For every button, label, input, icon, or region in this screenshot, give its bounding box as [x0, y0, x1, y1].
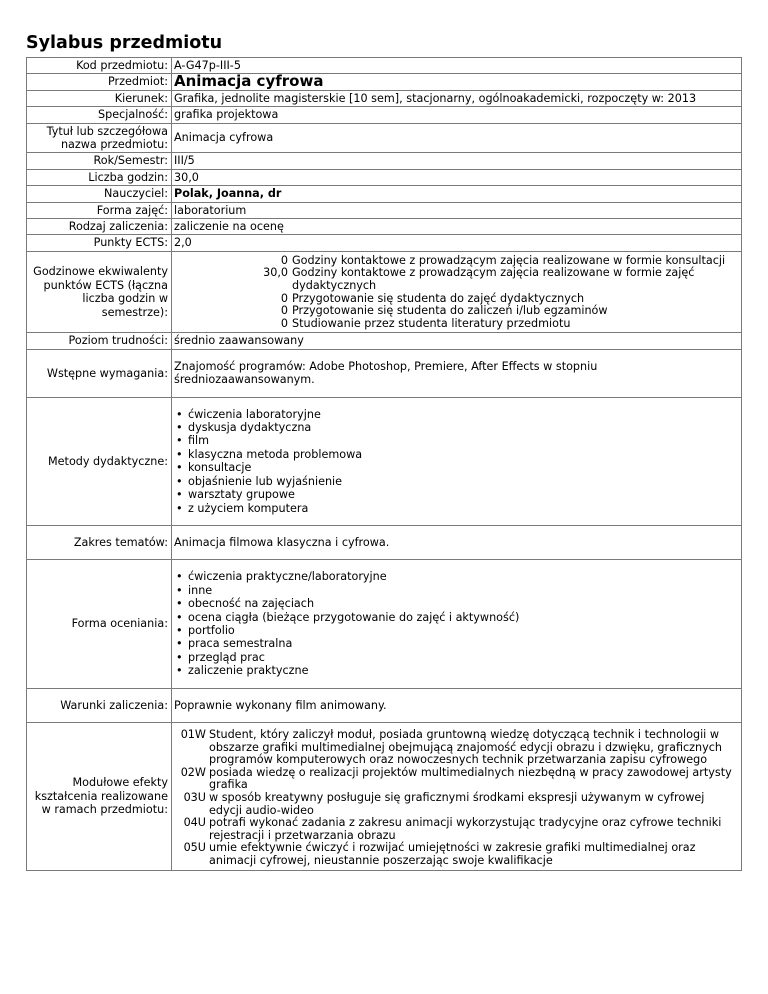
label-ects: Punkty ECTS: — [27, 235, 172, 251]
row-specialty — [27, 107, 742, 123]
label-credit-conditions: Warunki zaliczenia: — [27, 688, 172, 722]
list-item: • przegląd prac — [188, 651, 739, 664]
value-topics: Animacja filmowa klasyczna i cyfrowa. — [172, 525, 742, 559]
row-difficulty — [27, 333, 742, 349]
hour-item — [254, 305, 739, 318]
row-subject — [27, 74, 742, 90]
value-assessment-form — [172, 560, 742, 688]
hour-item-value: 30,0 — [263, 266, 288, 280]
hour-item — [254, 267, 739, 292]
label-field: Kierunek: — [27, 90, 172, 106]
label-prerequisites: Wstępne wymagania: — [27, 349, 172, 397]
assessment-list — [174, 570, 739, 677]
label-topics: Zakres tematów: — [27, 525, 172, 559]
outcome-code: 03U — [183, 790, 206, 804]
value-hour-equivalents — [172, 251, 742, 333]
hour-equivalents-list — [254, 255, 739, 331]
outcome-item — [174, 842, 739, 867]
label-teacher: Nauczyciel: — [27, 186, 172, 202]
value-learning-outcomes — [172, 722, 742, 870]
page-title: Sylabus przedmiotu — [26, 33, 223, 53]
list-item: • ocena ciągła (bieżące przygotowanie do zajęć i aktywność) — [188, 611, 739, 624]
row-detailed-title — [27, 123, 742, 153]
label-specialty: Specjalność: — [27, 107, 172, 123]
row-learning-outcomes — [27, 722, 742, 870]
value-course-code: A-G47p-III-5 — [172, 58, 742, 74]
value-year-semester: III/5 — [172, 153, 742, 169]
row-field — [27, 90, 742, 106]
hour-item-text: Przygotowanie się studenta do zajęć dydaktycznych — [292, 291, 585, 305]
hour-item-text: Studiowanie przez studenta literatury przedmiotu — [292, 316, 571, 330]
row-assessment-form — [27, 560, 742, 688]
hour-item-value: 0 — [280, 253, 288, 267]
value-credit-type: zaliczenie na ocenę — [172, 219, 742, 235]
outcome-item — [174, 767, 739, 792]
label-learning-outcomes: Modułowe efekty kształcenia realizowane w ramach przedmiotu: — [27, 722, 172, 870]
hour-item-value: 0 — [280, 291, 288, 305]
list-item: • klasyczna metoda problemowa — [188, 448, 739, 461]
outcome-text: potrafi wykonać zadania z zakresu animacji wykorzystując tradycyjne oraz cyfrowe techniki rejestracji i przetwarzania obrazu — [209, 816, 722, 842]
value-field: Grafika, jednolite magisterskie [10 sem], stacjonarny, ogólnoakademicki, rozpoczęty w: 2013 — [172, 90, 742, 106]
label-assessment-form: Forma oceniania: — [27, 560, 172, 688]
outcome-text: w sposób kreatywny posługuje się graficznymi środkami ekspresji używanym w cyfrowej edycji audio-wideo — [209, 790, 705, 817]
value-difficulty: średnio zaawansowany — [172, 333, 742, 349]
hour-item-value: 0 — [280, 304, 288, 318]
value-class-form: laboratorium — [172, 202, 742, 218]
hour-item-text: Godziny kontaktowe z prowadzącym zajęcia realizowane w formie zajęć dydaktycznych — [292, 266, 695, 293]
list-item: • z użyciem komputera — [188, 502, 739, 515]
outcome-code: 02W — [180, 765, 206, 779]
label-teaching-methods: Metody dydaktyczne: — [27, 397, 172, 525]
label-class-form: Forma zajęć: — [27, 202, 172, 218]
hour-item — [254, 318, 739, 331]
label-subject: Przedmiot: — [27, 74, 172, 90]
value-prerequisites: Znajomość programów: Adobe Photoshop, Premiere, After Effects w stopniu średniozaawansowanym. — [172, 349, 742, 397]
outcome-item — [174, 817, 739, 842]
syllabus-table — [26, 57, 742, 871]
row-teaching-methods — [27, 397, 742, 525]
list-item: • ćwiczenia laboratoryjne — [188, 408, 739, 421]
teaching-methods-list — [174, 408, 739, 515]
row-prerequisites — [27, 349, 742, 397]
list-item: • objaśnienie lub wyjaśnienie — [188, 475, 739, 488]
list-item: • portfolio — [188, 624, 739, 637]
outcome-text: umie efektywnie ćwiczyć i rozwijać umiejętności w zakresie grafiki multimedialnej oraz animacji cyfrowej, nieustannie poszerzając swoje kwalifikacje — [209, 841, 696, 867]
value-teacher: Polak, Joanna, dr — [172, 186, 742, 202]
outcome-text: Student, który zaliczył moduł, posiada gruntowną wiedzę dotyczącą technik i technologii w obszarze grafiki multimedialnej obejmującą znajomość edycji obrazu i dzwięku, graficznych programów komputerowych oraz nowoczesnych technik przetwarzania zapisu cyfrowego — [209, 727, 722, 767]
learning-outcomes-list — [174, 729, 739, 868]
list-item: • praca semestralna — [188, 637, 739, 650]
label-hours: Liczba godzin: — [27, 169, 172, 185]
label-hour-equivalents: Godzinowe ekwiwalenty punktów ECTS (łączna liczba godzin w semestrze): — [27, 251, 172, 333]
list-item: • warsztaty grupowe — [188, 488, 739, 501]
outcome-item — [174, 792, 739, 817]
value-teaching-methods — [172, 397, 742, 525]
value-subject: Animacja cyfrowa — [172, 74, 742, 90]
list-item: • film — [188, 434, 739, 447]
label-detailed-title: Tytuł lub szczegółowa nazwa przedmiotu: — [27, 123, 172, 153]
row-teacher — [27, 186, 742, 202]
value-specialty: grafika projektowa — [172, 107, 742, 123]
label-credit-type: Rodzaj zaliczenia: — [27, 219, 172, 235]
row-course-code — [27, 58, 742, 74]
outcome-item — [174, 729, 739, 767]
row-year-semester — [27, 153, 742, 169]
row-ects — [27, 235, 742, 251]
list-item: • inne — [188, 584, 739, 597]
label-year-semester: Rok/Semestr: — [27, 153, 172, 169]
value-credit-conditions: Poprawnie wykonany film animowany. — [172, 688, 742, 722]
list-item: • obecność na zajęciach — [188, 597, 739, 610]
list-item: • ćwiczenia praktyczne/laboratoryjne — [188, 570, 739, 583]
row-hours — [27, 169, 742, 185]
value-ects: 2,0 — [172, 235, 742, 251]
label-course-code: Kod przedmiotu: — [27, 58, 172, 74]
value-detailed-title: Animacja cyfrowa — [172, 123, 742, 153]
outcome-code: 04U — [183, 816, 206, 830]
hour-item-text: Przygotowanie się studenta do zaliczeń i/lub egzaminów — [292, 304, 608, 318]
outcome-code: 05U — [183, 841, 206, 855]
hour-item-value: 0 — [280, 316, 288, 330]
row-class-form — [27, 202, 742, 218]
outcome-text: posiada wiedzę o realizacji projektów multimedialnych niezbędną w pracy zawodowej artysty grafika — [209, 765, 732, 792]
hour-item-text: Godziny kontaktowe z prowadzącym zajęcia realizowane w formie konsultacji — [292, 253, 726, 267]
label-difficulty: Poziom trudności: — [27, 333, 172, 349]
row-topics — [27, 525, 742, 559]
list-item: • zaliczenie praktyczne — [188, 664, 739, 677]
value-hours: 30,0 — [172, 169, 742, 185]
list-item: • konsultacje — [188, 461, 739, 474]
row-credit-conditions — [27, 688, 742, 722]
list-item: • dyskusja dydaktyczna — [188, 421, 739, 434]
outcome-code: 01W — [180, 727, 206, 741]
row-hour-equivalents — [27, 251, 742, 333]
row-credit-type — [27, 219, 742, 235]
